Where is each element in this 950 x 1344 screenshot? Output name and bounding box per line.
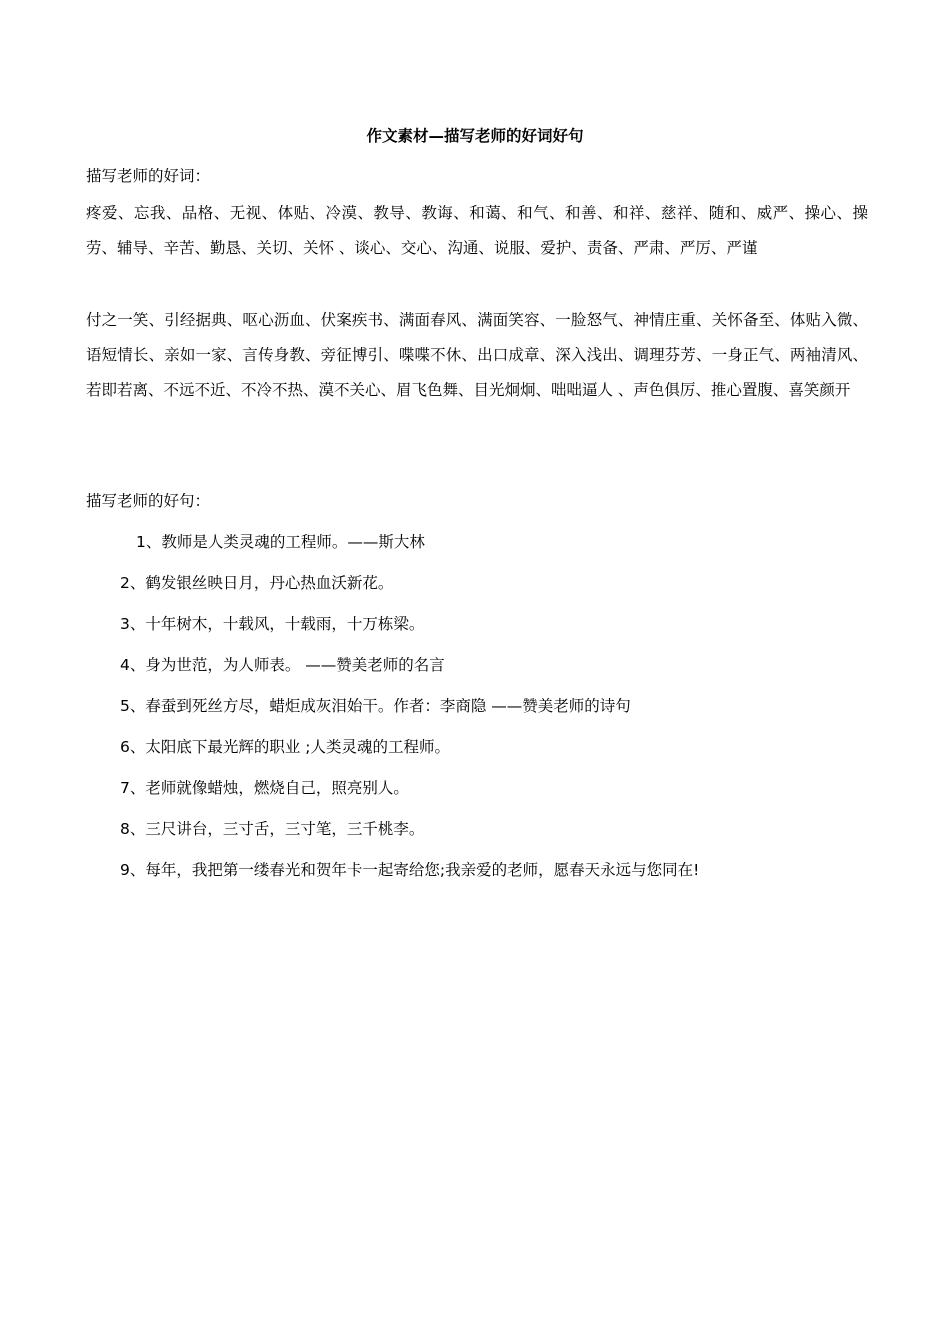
sentence-item: 6、太阳底下最光辉的职业 ;人类灵魂的工程师。 — [120, 738, 451, 756]
sentence-item: 8、三尺讲台，三寸舌，三寸笔，三千桃李。 — [120, 820, 425, 838]
sentence-item: 5、春蚕到死丝方尽，蜡炬成灰泪始干。作者：李商隐 ——赞美老师的诗句 — [120, 697, 631, 715]
words-section-label: 描写老师的好词： — [86, 167, 211, 185]
sentences-section-label: 描写老师的好句： — [86, 492, 211, 510]
sentence-item: 9、每年，我把第一缕春光和贺年卡一起寄给您;我亲爱的老师，愿春天永远与您同在! — [120, 861, 700, 879]
sentence-item: 3、十年树木，十载风，十载雨，十万栋梁。 — [120, 615, 425, 633]
document-title: 作文素材—描写老师的好词好句 — [366, 127, 584, 145]
sentence-item: 7、老师就像蜡烛，燃烧自己，照亮别人。 — [120, 779, 409, 797]
sentence-item: 4、身为世范，为人师表。 ——赞美老师的名言 — [120, 656, 445, 674]
four-char-words-paragraph: 付之一笑、引经据典、呕心沥血、伏案疾书、满面春风、满面笑容、一脸怒气、神情庄重、关怀备至、体贴入微、语短情长、亲如一家、言传身教、旁征博引、喋喋不休、出口成章、深入浅出、调理芬芳、一身正气、两袖清风、 若即若离、不远不近、不冷不热、漠不关心、眉飞色舞、目光炯炯、咄咄逼人 、声色俱厉、推心置腹、喜笑颜开 — [86, 311, 868, 399]
sentence-item: 2、鹤发银丝映日月，丹心热血沃新花。 — [120, 574, 394, 592]
sentence-item: 1、教师是人类灵魂的工程师。——斯大林 — [136, 533, 425, 551]
two-char-words-paragraph: 疼爱、忘我、品格、无视、体贴、冷漠、教导、教诲、和蔼、和气、和善、和祥、慈祥、随和、威严、操心、操劳、辅导、辛苦、勤恳、关切、关怀 、谈心、交心、沟通、说服、爱护、责备、严肃、严厉、严谨 — [86, 204, 868, 257]
